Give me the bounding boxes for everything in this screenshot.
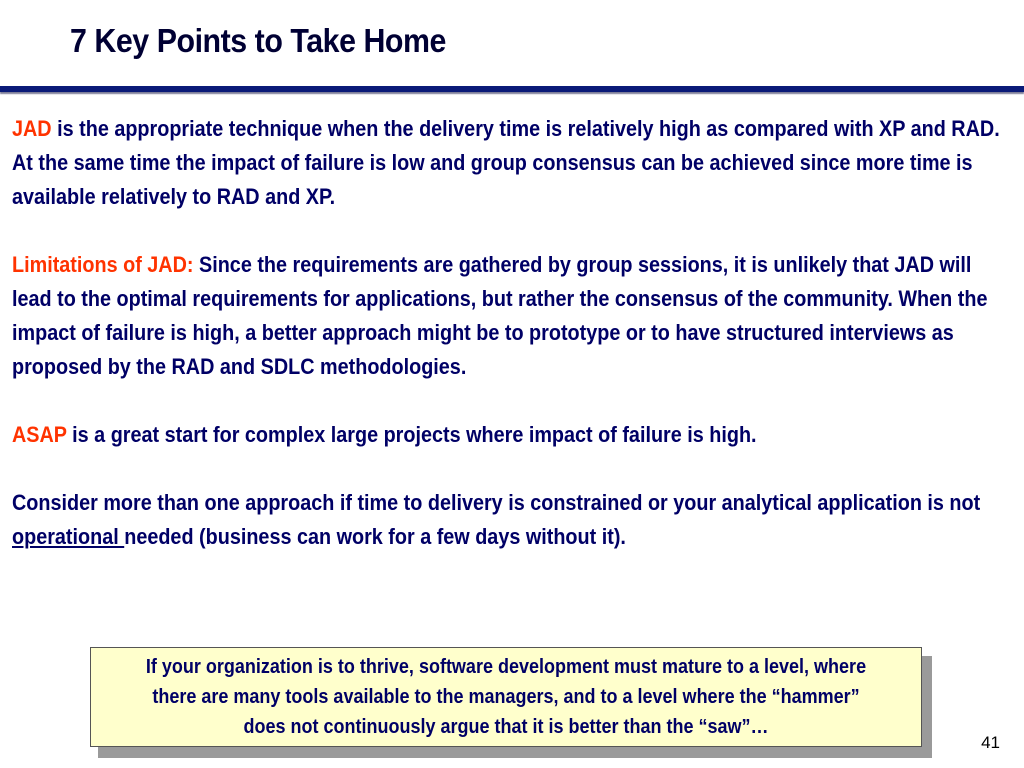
paragraph-asap (12, 418, 1011, 452)
paragraph-jad-keyword: JAD (12, 116, 52, 141)
paragraph-limitations-text: Since the requirements are gathered by group sessions, it is unlikely that JAD will lead to the optimal requirements for applications, but rather the consensus of the community. When the impact of failure is high, a better approach might be to prototype or to have structured interviews as proposed by the RAD and SDLC methodologies. (12, 252, 988, 379)
slide-body (12, 112, 1000, 588)
paragraph-jad (12, 112, 1011, 214)
paragraph-consider-text-start: Consider more than one approach if time to delivery is constrained or your analytical application is not (12, 490, 981, 515)
callout-box (90, 647, 922, 747)
paragraph-consider-text-end: needed (business can work for a few days without it). (124, 524, 626, 549)
callout-text: If your organization is to thrive, software development must mature to a level, where there are many tools available to the managers, and to a level where the “hammer” does not continuously argue that it is better than the “saw”… (145, 656, 867, 738)
paragraph-consider-underlined: operational (12, 524, 125, 549)
title-divider (0, 86, 1024, 92)
paragraph-limitations (12, 248, 1011, 384)
paragraph-limitations-keyword: Limitations of JAD: (12, 252, 194, 277)
page-number: 41 (981, 733, 1000, 752)
paragraph-asap-keyword: ASAP (12, 422, 67, 447)
paragraph-asap-text: is a great start for complex large projects where impact of failure is high. (66, 422, 757, 447)
paragraph-consider (12, 486, 1011, 554)
slide-title: 7 Key Points to Take Home (70, 22, 446, 59)
paragraph-jad-text: is the appropriate technique when the delivery time is relatively high as compared with XP and RAD. At the same time the impact of failure is low and group consensus can be achieved since more time is available relatively to RAD and XP. (12, 116, 1000, 209)
